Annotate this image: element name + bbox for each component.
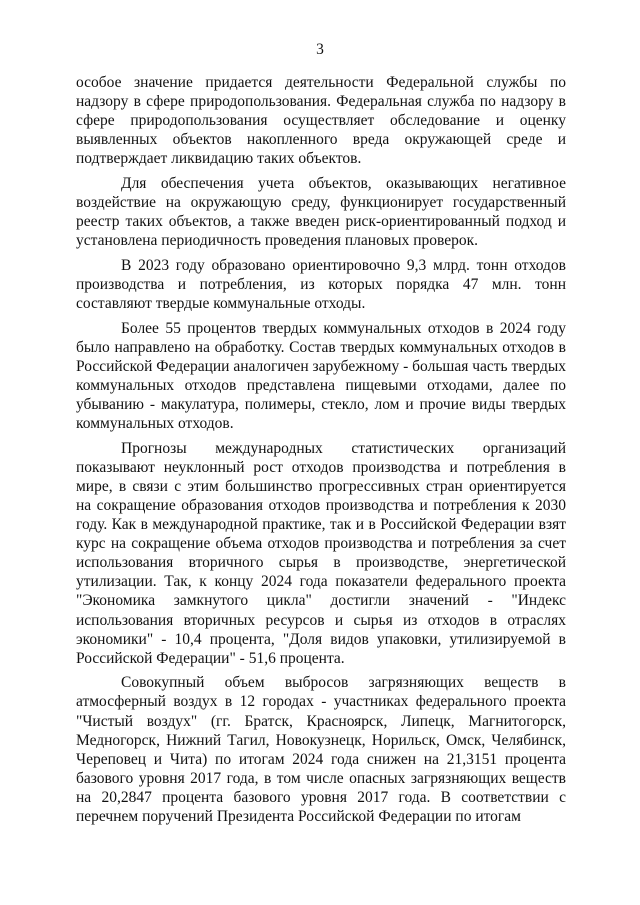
document-body bbox=[76, 73, 566, 832]
paragraph-msw-processing: Более 55 процентов твердых коммунальных отходов в 2024 году было направлено на обработку. Состав твердых коммунальных отходов в Российской Федерации аналогичен зарубежному - большая часть твердых коммунальных отходов представлена пищевыми отходами, далее по убыванию - макулатура, полимеры, стекло, лом и прочие виды твердых коммунальных отходов. bbox=[76, 319, 566, 433]
paragraph-waste-2023: В 2023 году образовано ориентировочно 9,3 млрд. тонн отходов производства и потребления, из которых порядка 47 млн. тонн составляют твердые коммунальные отходы. bbox=[76, 256, 566, 313]
page-number: 3 bbox=[316, 41, 324, 58]
paragraph-circular-economy: Прогнозы международных статистических организаций показывают неуклонный рост отходов производства и потребления в мире, в связи с этим большинство прогрессивных стран ориентируется на сокращение образования отходов производства и потребления к 2030 году. Как в международной практике, так и в Российской Федерации взят курс на сокращение объема отходов производства и потребления за счет использования вторичного сырья в производстве, энергетической утилизации. Так, к концу 2024 года показатели федерального проекта "Экономика замкнутого цикла" достигли значений - "Индекс использования вторичных ресурсов и сырья из отходов в отраслях экономики" - 10,4 процента, "Доля видов упаковки, утилизируемой в Российской Федерации" - 51,6 процента. bbox=[76, 439, 566, 667]
paragraph-continuation: особое значение придается деятельности Федеральной службы по надзору в сфере природопользования. Федеральная служба по надзору в сфере природопользования осуществляет обследование и оценку выявленных объектов накопленного вреда окружающей среде и подтверждает ликвидацию таких объектов. bbox=[76, 74, 566, 168]
paragraph-object-registry: Для обеспечения учета объектов, оказывающих негативное воздействие на окружающую среду, функционирует государственный реестр таких объектов, а также введен риск-ориентированный подход и установлена периодичность проведения плановых проверок. bbox=[76, 174, 566, 250]
paragraph-clean-air: Совокупный объем выбросов загрязняющих веществ в атмосферный воздух в 12 городах - участниках федерального проекта "Чистый воздух" (гг. Братск, Красноярск, Липецк, Магнитогорск, Медногорск, Нижний Тагил, Новокузнецк, Норильск, Омск, Челябинск, Череповец и Чита) по итогам 2024 года снижен на 21,3151 процента базового уровня 2017 года, в том числе опасных загрязняющих веществ на 20,2847 процента базового уровня 2017 года. В соответствии с перечнем поручений Президента Российской Федерации по итогам bbox=[76, 674, 566, 825]
